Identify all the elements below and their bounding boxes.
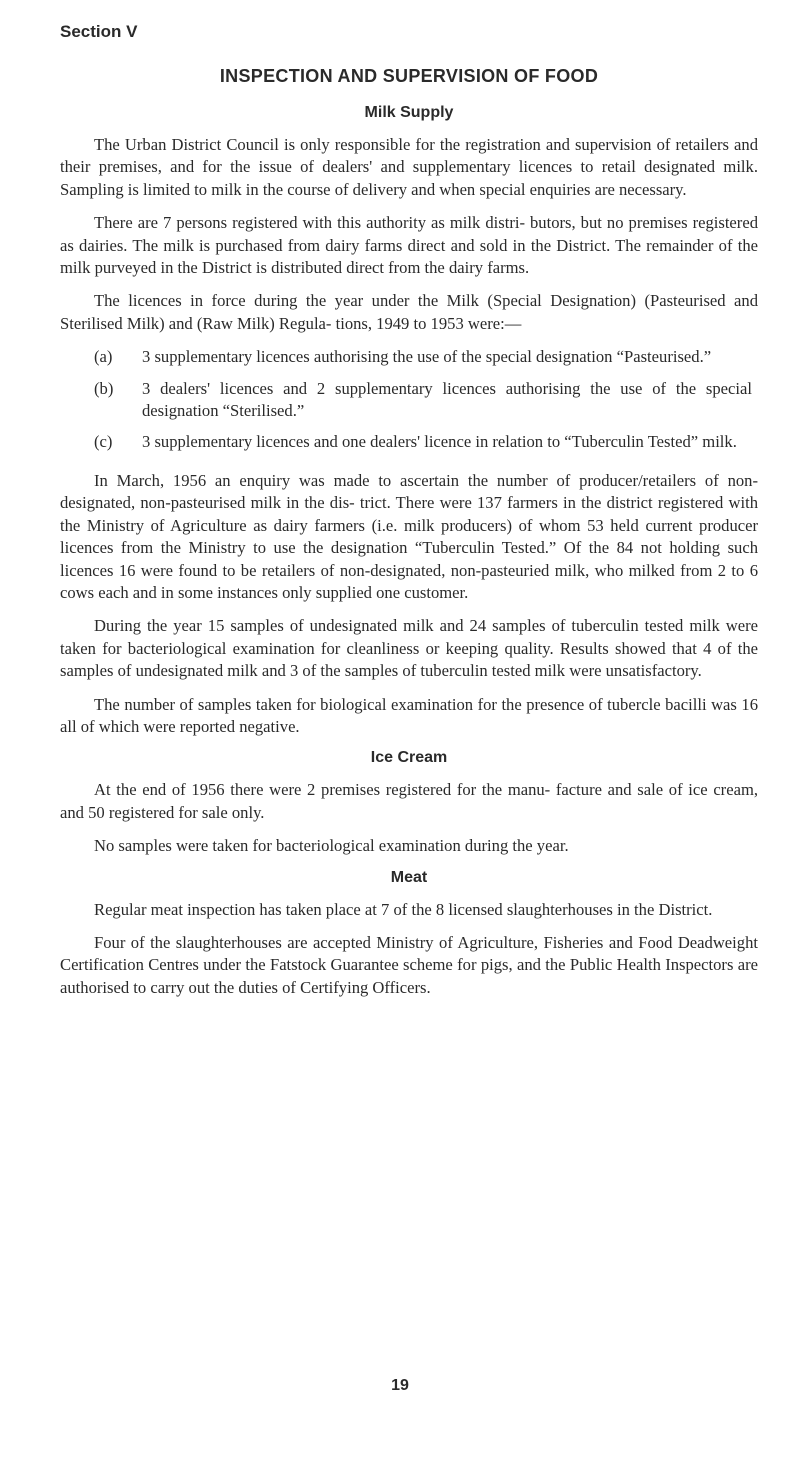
list-marker: (b) bbox=[94, 378, 114, 398]
milk-paragraph-4: In March, 1956 an enquiry was made to ascertain the number of producer/retailers of non-designated, non-pasteurised milk in the dis- trict. There were 137 farmers in the district registered with the Ministry of Agriculture as dairy farmers (i.e. milk producers) of whom 53 held current producer licences from the Ministry to use the designation “Tuberculin Tested.” Of the 84 not holding such licences 16 were found to be retailers of non-designated, non-pasteuried milk, who milked from 2 to 6 cows each and in some instances only supplied one customer. bbox=[60, 470, 758, 602]
milk-paragraph-1: The Urban District Council is only responsible for the registration and supervision of retailers and their premises, and for the issue of dealers' and supplementary licences to retail designated milk. Sampling is limited to milk in the course of delivery and when special enquiries are necessary. bbox=[60, 135, 758, 199]
list-marker: (a) bbox=[94, 347, 113, 367]
meat-heading: Meat bbox=[390, 868, 428, 886]
ice-cream-paragraph-1: At the end of 1956 there were 2 premises registered for the manu- facture and sale of ice cream, and 50 registered for sale only. bbox=[60, 780, 758, 822]
list-text: 3 supplementary licences and one dealers' licence in relation to “Tuberculin Tested” milk. bbox=[142, 432, 737, 452]
meat-paragraph-1: Regular meat inspection has taken place at 7 of the 8 licensed slaughterhouses in the District. bbox=[94, 899, 713, 919]
licence-list bbox=[60, 346, 758, 454]
milk-supply-heading: Milk Supply bbox=[364, 104, 454, 121]
meat-paragraph-2: Four of the slaughterhouses are accepted Ministry of Agriculture, Fisheries and Food Deadweight Certification Centres under the Fatstock Guarantee scheme for pigs, and the Public Health Inspectors are authorised to carry out the duties of Certifying Officers. bbox=[60, 932, 758, 997]
page-number: 19 bbox=[391, 1377, 409, 1394]
list-item bbox=[60, 431, 758, 453]
list-text: 3 dealers' licences and 2 supplementary licences authorising the use of the special designation “Sterilised.” bbox=[142, 378, 752, 421]
list-item bbox=[60, 378, 758, 423]
page-title: INSPECTION AND SUPERVISION OF FOOD bbox=[219, 66, 599, 86]
ice-cream-heading: Ice Cream bbox=[370, 749, 448, 767]
milk-paragraph-6: The number of samples taken for biological examination for the presence of tubercle bacilli was 16 all of which were reported negative. bbox=[60, 694, 758, 736]
ice-cream-paragraph-2: No samples were taken for bacteriological examination during the year. bbox=[94, 836, 569, 856]
list-marker: (c) bbox=[94, 432, 113, 452]
document-page bbox=[60, 22, 758, 1010]
milk-paragraph-5: During the year 15 samples of undesignated milk and 24 samples of tuberculin tested milk were taken for bacteriological examination for cleanliness or keeping quality. Results showed that 4 of the samples of undesignated milk and 3 of the samples of tuberculin tested milk were unsatisfactory. bbox=[60, 616, 758, 681]
milk-paragraph-2: There are 7 persons registered with this authority as milk distri- butors, but no premises registered as dairies. The milk is purchased from dairy farms direct and sold in the District. The remainder of the milk purveyed in the District is distributed direct from the dairy farms. bbox=[60, 213, 758, 278]
list-item bbox=[60, 346, 758, 368]
list-text: 3 supplementary licences authorising the use of the special designation “Pasteurised.” bbox=[142, 347, 712, 367]
section-label: Section V bbox=[60, 22, 138, 41]
milk-paragraph-3: The licences in force during the year under the Milk (Special Designation) (Pasteurised and Sterilised Milk) and (Raw Milk) Regula- tions, 1949 to 1953 were:— bbox=[60, 291, 758, 333]
